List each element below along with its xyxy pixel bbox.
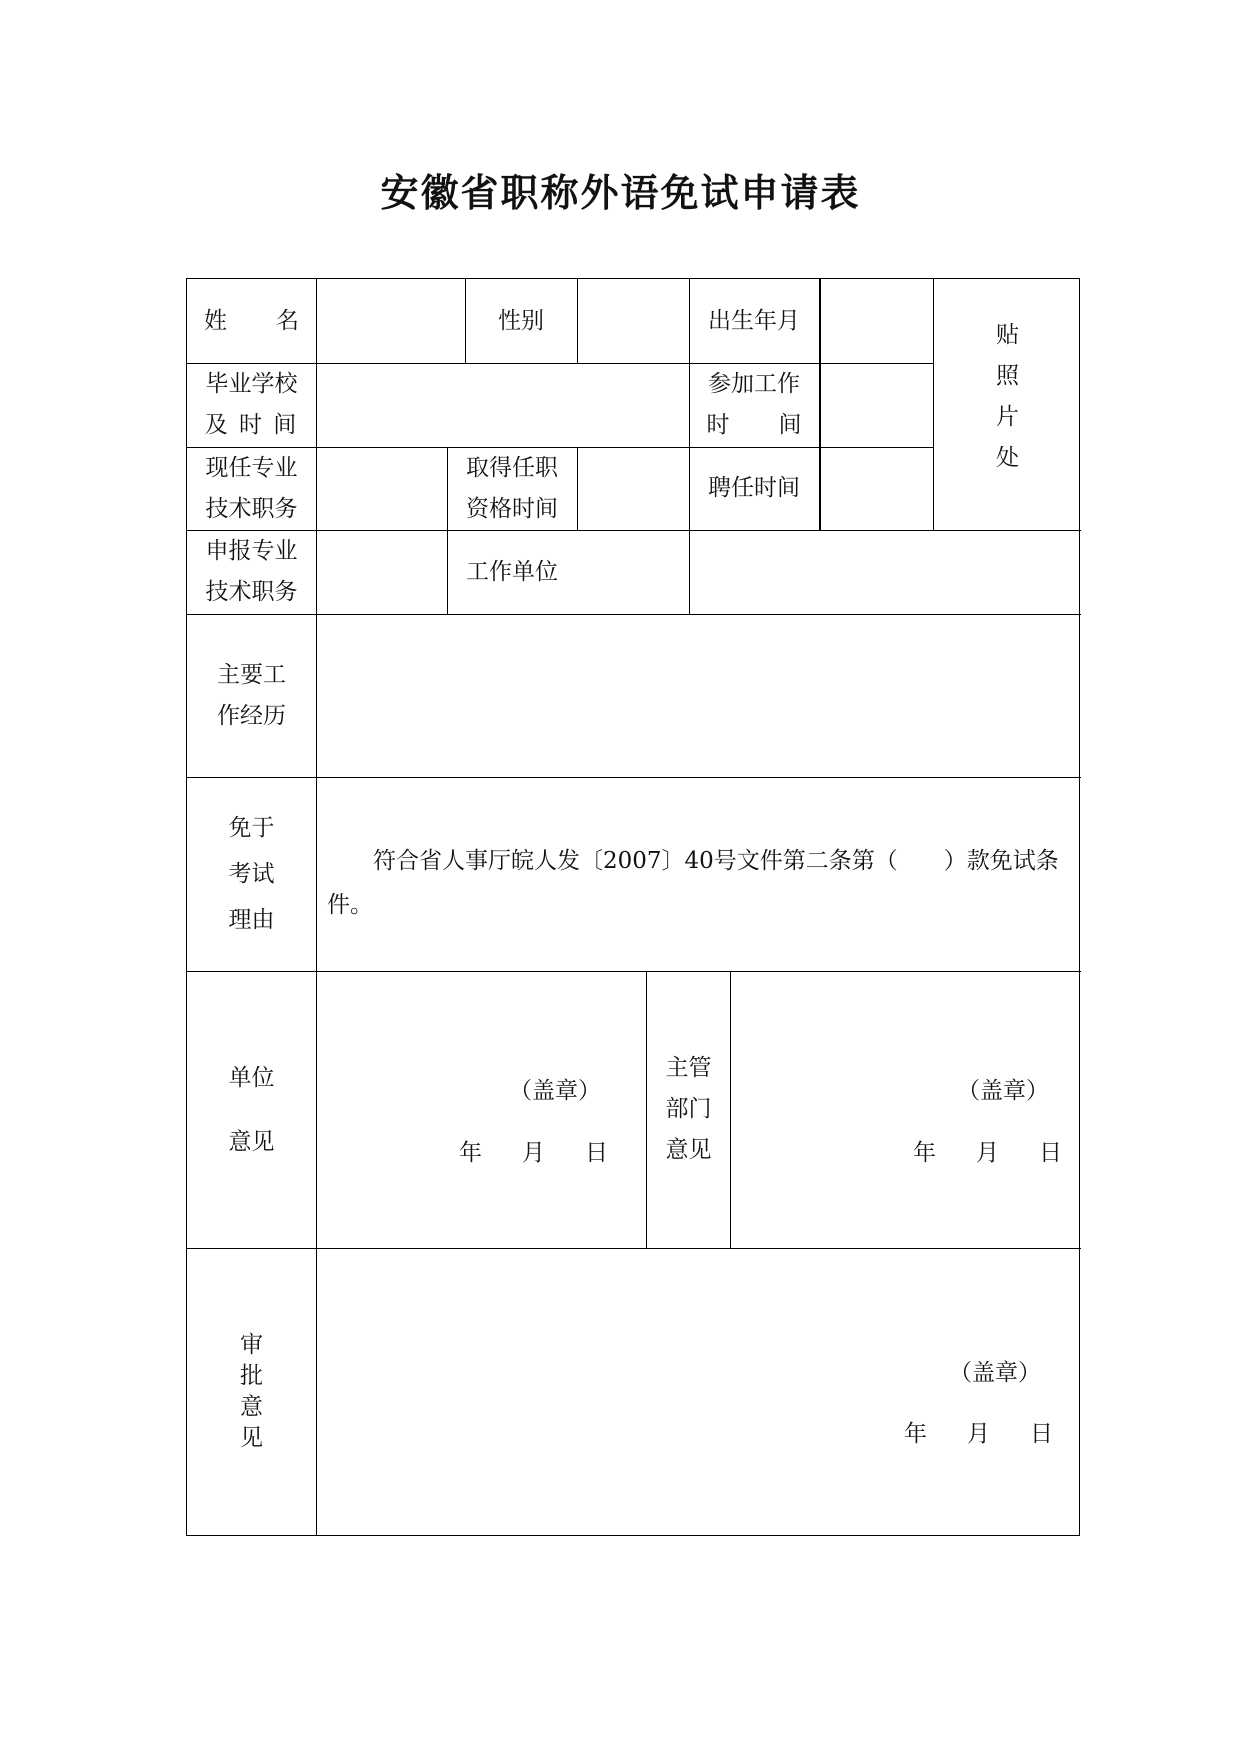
employer-field[interactable] bbox=[577, 530, 1081, 614]
unit-opinion-label: 单位 意见 bbox=[228, 1064, 275, 1155]
current-title-label: 现任专业 技术职务 bbox=[205, 454, 298, 522]
current-title-field[interactable] bbox=[317, 447, 447, 530]
application-form-table bbox=[186, 278, 1080, 1536]
hire-time-label: 聘任时间 bbox=[708, 475, 800, 501]
name-field[interactable] bbox=[317, 279, 465, 363]
employer-label: 工作单位 bbox=[466, 558, 558, 585]
hire-time-field[interactable] bbox=[821, 447, 933, 530]
qual-time-label: 取得任职 资格时间 bbox=[466, 454, 558, 522]
row-line bbox=[187, 777, 1081, 778]
qual-time-field[interactable] bbox=[577, 447, 689, 530]
school-field[interactable] bbox=[317, 363, 689, 447]
work-start-field[interactable] bbox=[821, 363, 933, 447]
form-title: 安徽省职称外语免试申请表 bbox=[380, 170, 861, 215]
col-line bbox=[730, 971, 731, 1248]
row-line bbox=[187, 971, 1081, 972]
experience-field[interactable] bbox=[317, 614, 1081, 777]
dept-opinion-label: 主管 部门 意见 bbox=[665, 1055, 712, 1163]
approval-date: 年 月 日 bbox=[904, 1421, 1053, 1447]
birth-label: 出生年月 bbox=[708, 307, 800, 334]
exemption-reason-label: 免于 考试 理由 bbox=[228, 815, 275, 933]
gender-field[interactable] bbox=[577, 279, 689, 363]
birth-field[interactable] bbox=[821, 279, 933, 363]
dept-seal-text: （盖章） bbox=[957, 1078, 1049, 1104]
photo-placeholder: 贴 照 片 处 bbox=[996, 322, 1019, 471]
apply-title-field[interactable] bbox=[317, 530, 447, 614]
dept-date: 年 月 日 bbox=[913, 1140, 1062, 1166]
exemption-reason-text: 符合省人事厅皖人发〔2007〕40号文件第二条第（ ）款免试条件。 bbox=[327, 848, 1059, 918]
unit-date: 年 月 日 bbox=[459, 1140, 608, 1166]
school-label: 毕业学校 及 时 间 bbox=[204, 371, 299, 438]
approval-seal-text: （盖章） bbox=[949, 1360, 1041, 1386]
name-label: 姓 名 bbox=[204, 307, 299, 334]
gender-label: 性别 bbox=[498, 307, 544, 334]
experience-label: 主要工 作经历 bbox=[217, 661, 286, 729]
row-line bbox=[187, 1248, 1081, 1249]
unit-seal-text: （盖章） bbox=[509, 1078, 601, 1104]
apply-title-label: 申报专业 技术职务 bbox=[205, 538, 298, 605]
approval-label: 审 批 意 见 bbox=[240, 1331, 263, 1451]
work-start-label: 参加工作 时 间 bbox=[706, 371, 802, 438]
